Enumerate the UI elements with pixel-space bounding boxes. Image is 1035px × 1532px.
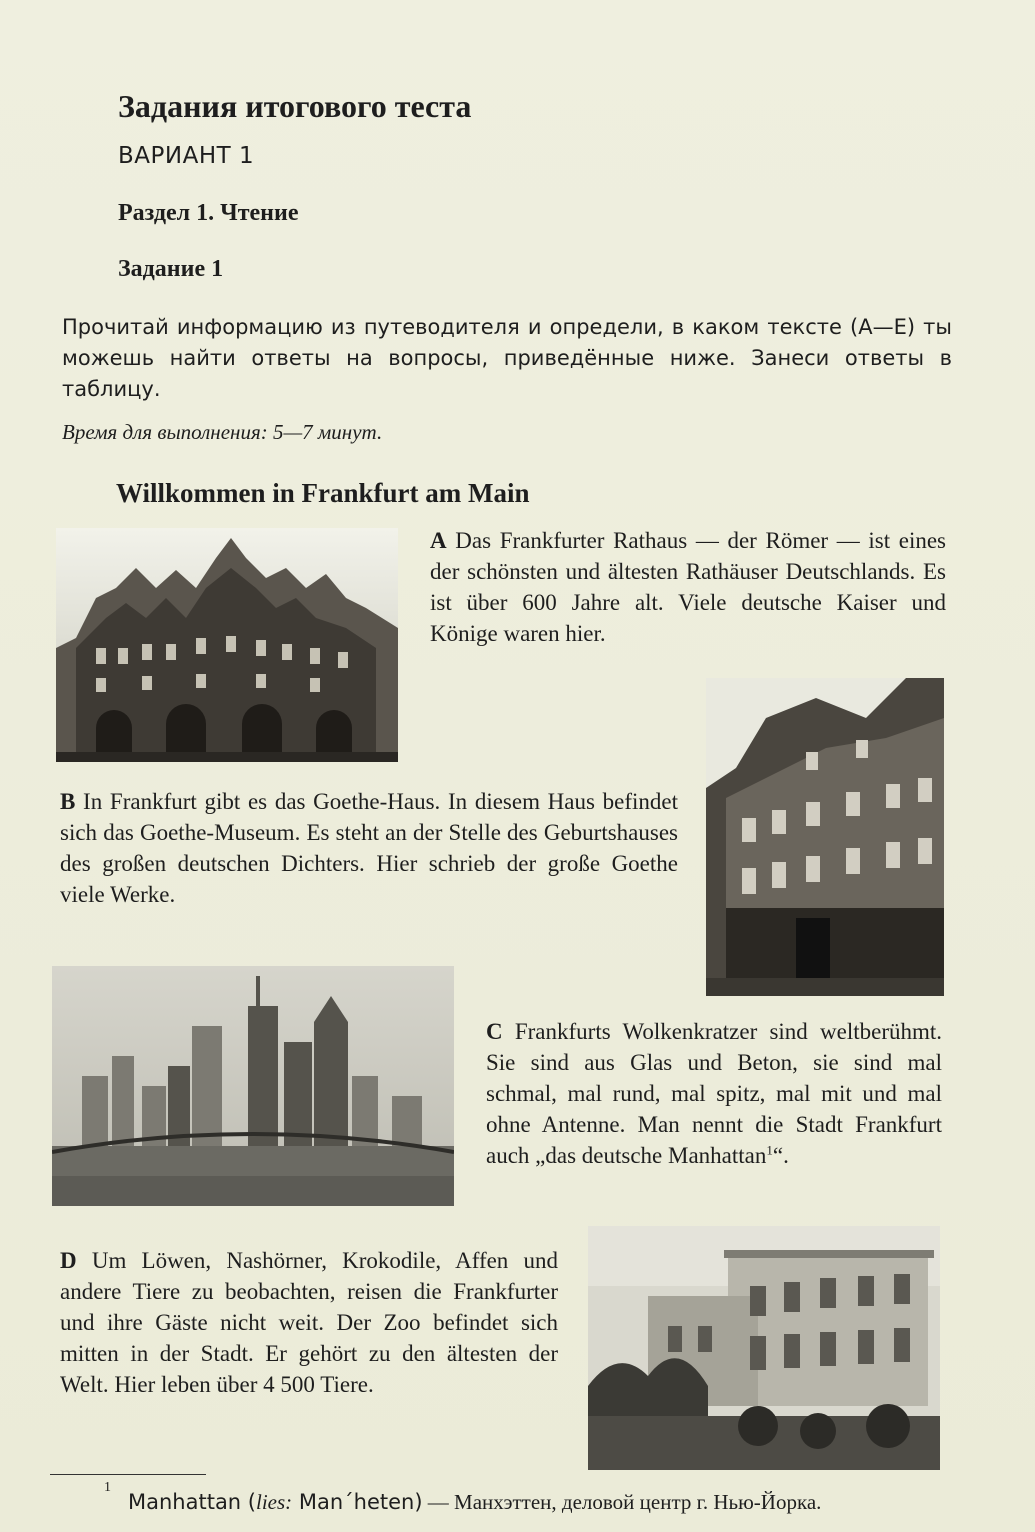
page-title: Задания итогового теста (118, 88, 472, 124)
guide-title: Willkommen in Frankfurt am Main (116, 478, 530, 508)
text-c (486, 1016, 942, 1171)
variant-label: ВАРИАНТ 1 (118, 143, 255, 169)
footnote-pron: Man´heten) (292, 1490, 423, 1514)
footnote-explanation: — Манхэттен, деловой центр г. Нью-Йорка. (422, 1490, 822, 1514)
task-instruction: Прочитай информацию из путеводителя и определи, в каком тексте (А—Е) ты можешь найти ответы на вопросы, приведённые ниже. Занеси ответы в таблицу. (62, 315, 952, 401)
text-b-letter: B (60, 789, 76, 814)
footnote-ref: 1 (766, 1142, 773, 1158)
text-d-body: Um Löwen, Nashörner, Krokodile, Affen und andere Tiere zu beobachten, reisen die Frankfurter und ihre Gäste nicht weit. Der Zoo befindet sich mitten in der Stadt. Er gehört zu den ältesten der Welt. Hier leben über 4 500 Tiere. (60, 1248, 559, 1397)
text-c-end: “. (772, 1143, 789, 1168)
text-a-body: Das Frankfurter Rathaus — der Römer — ist eines der schönsten und ältesten Rathäuser Deutschlands. Es ist über 600 Jahre alt. Viele deutsche Kaiser und Könige waren hier. (430, 528, 947, 646)
photo-zoo-building (588, 1226, 940, 1470)
time-limit: Время для выполнения: 5—7 минут. (62, 420, 383, 444)
footnote-number: 1 (104, 1480, 111, 1495)
text-d-letter: D (60, 1248, 77, 1273)
text-c-body: Frankfurts Wolkenkratzer sind weltberühmt. Sie sind aus Glas und Beton, sie sind mal schmal, mal rund, mal spitz, mal mit und mal ohne Antenne. Man nennt die Stadt Frankfurt auch „das deutsche Manhattan (486, 1019, 943, 1168)
text-b (60, 786, 678, 910)
footnote-divider (50, 1474, 206, 1475)
footnote-word: Manhattan (128, 1490, 242, 1514)
photo-frankfurt-skyline (52, 966, 454, 1206)
text-a-letter: A (430, 528, 447, 553)
text-b-body: In Frankfurt gibt es das Goethe-Haus. In diesem Haus befindet sich das Goethe-Museum. Es steht an der Stelle des Geburtshauses des großen deutschen Dichters. Hier schrieb der große Goethe viele Werke. (60, 789, 679, 907)
text-a (430, 525, 946, 649)
section-heading: Раздел 1. Чтение (118, 200, 299, 226)
text-c-letter: C (486, 1019, 503, 1044)
text-d (60, 1245, 558, 1400)
photo-goethe-house (706, 678, 944, 996)
footnote-text (128, 1490, 821, 1515)
footnote-open: ( (241, 1490, 256, 1514)
task-heading: Задание 1 (118, 256, 224, 282)
footnote-lies: lies: (256, 1490, 293, 1514)
photo-roemer-town-hall (56, 528, 398, 762)
